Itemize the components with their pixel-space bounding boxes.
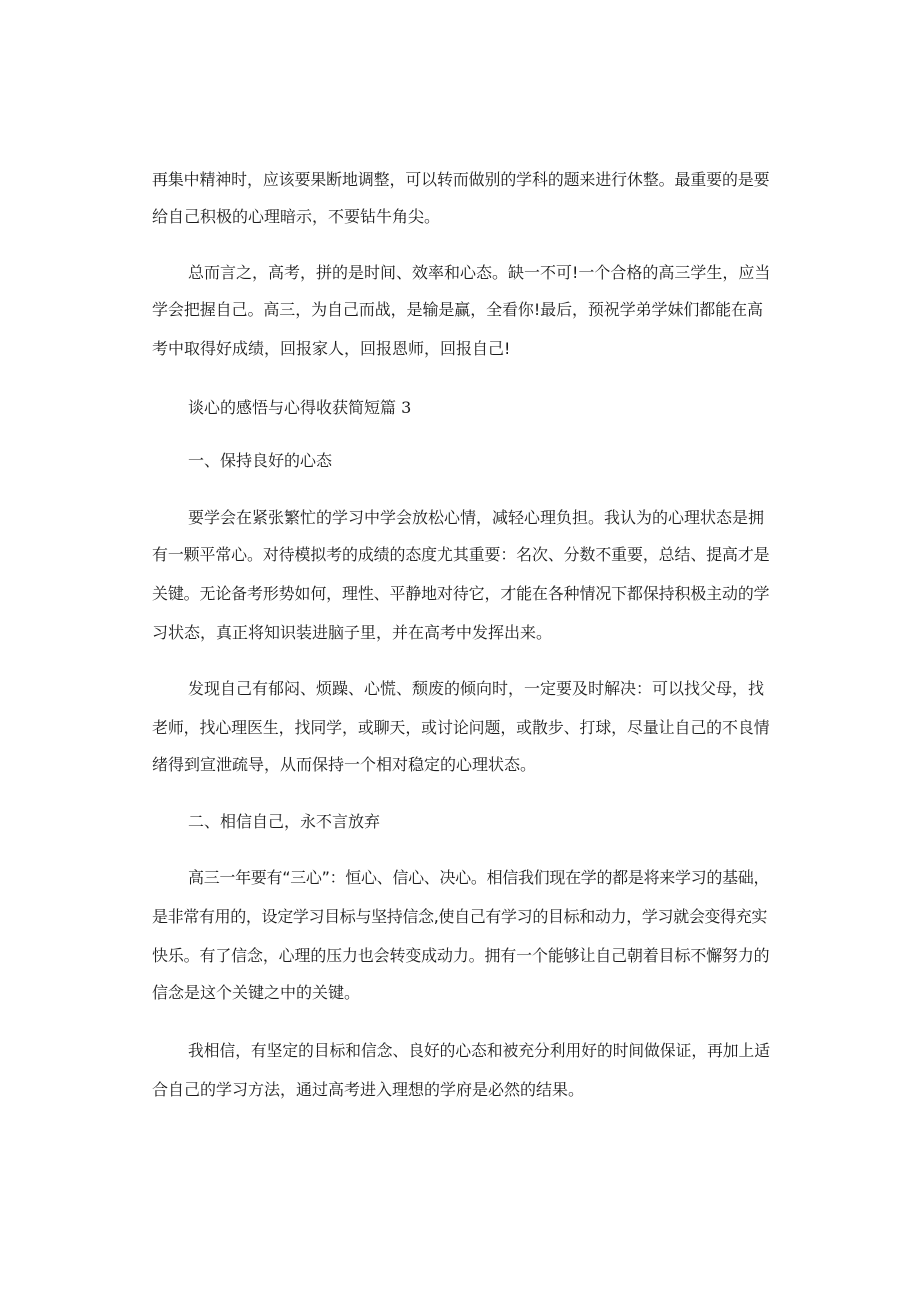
paragraph-5-line-4: 信念是这个关键之中的关键。 (152, 983, 361, 1002)
paragraph-2-line-3: 考中取得好成绩，回报家人，回报恩师，回报自己! (152, 339, 511, 358)
paragraph-4-line-3: 绪得到宣泄疏导，从而保持一个相对稳定的心理状态。 (152, 755, 537, 774)
paragraph-2-line-1: 总而言之，高考，拼的是时间、效率和心态。缺一不可!一个合格的高三学生，应当 (188, 263, 771, 282)
paragraph-1-line-1: 再集中精神时，应该要果断地调整，可以转而做别的学科的题来进行休整。最重要的是要 (152, 170, 770, 189)
paragraph-5-line-2: 是非常有用的，设定学习目标与坚持信念,使自己有学习的目标和动力，学习就会变得充实 (152, 907, 768, 926)
paragraph-4-line-2: 老师，找心理医生，找同学，或聊天，或讨论问题，或散步、打球，尽量让自己的不良情 (152, 718, 770, 737)
paragraph-6-line-1: 我相信，有坚定的目标和信念、良好的心态和被充分利用好的时间做保证，再加上适 (188, 1041, 771, 1060)
paragraph-5-line-3: 快乐。有了信念，心理的压力也会转变成动力。拥有一个能够让自己朝着目标不懈努力的 (152, 946, 770, 965)
section-title: 谈心的感悟与心得收获简短篇 3 (188, 398, 412, 417)
paragraph-3-line-2: 有一颗平常心。对待模拟考的成绩的态度尤其重要：名次、分数不重要，总结、提高才是 (152, 545, 770, 564)
paragraph-4-line-1: 发现自己有郁闷、烦躁、心慌、颓废的倾向时，一定要及时解决：可以找父母，找 (188, 679, 765, 698)
heading-keep-good-mindset: 一、保持良好的心态 (188, 451, 333, 470)
heading-believe-yourself: 二、相信自己，永不言放弃 (188, 812, 381, 831)
paragraph-3-line-1: 要学会在紧张繁忙的学习中学会放松心情，减轻心理负担。我认为的心理状态是拥 (188, 508, 765, 527)
paragraph-2-line-2: 学会把握自己。高三，为自己而战，是输是赢，全看你!最后，预祝学弟学妹们都能在高 (152, 300, 763, 319)
paragraph-6-line-2: 合自己的学习方法，通过高考进入理想的学府是必然的结果。 (152, 1080, 585, 1099)
paragraph-1-line-2: 给自己积极的心理暗示，不要钻牛角尖。 (152, 207, 441, 226)
paragraph-3-line-4: 习状态，真正将知识装进脑子里，并在高考中发挥出来。 (152, 623, 553, 642)
paragraph-3-line-3: 关键。无论备考形势如何，理性、平静地对待它，才能在各种情况下都保持积极主动的学 (152, 584, 770, 603)
paragraph-5-line-1: 高三一年要有“三心”：恒心、信心、决心。相信我们现在学的都是将来学习的基础， (188, 868, 770, 887)
